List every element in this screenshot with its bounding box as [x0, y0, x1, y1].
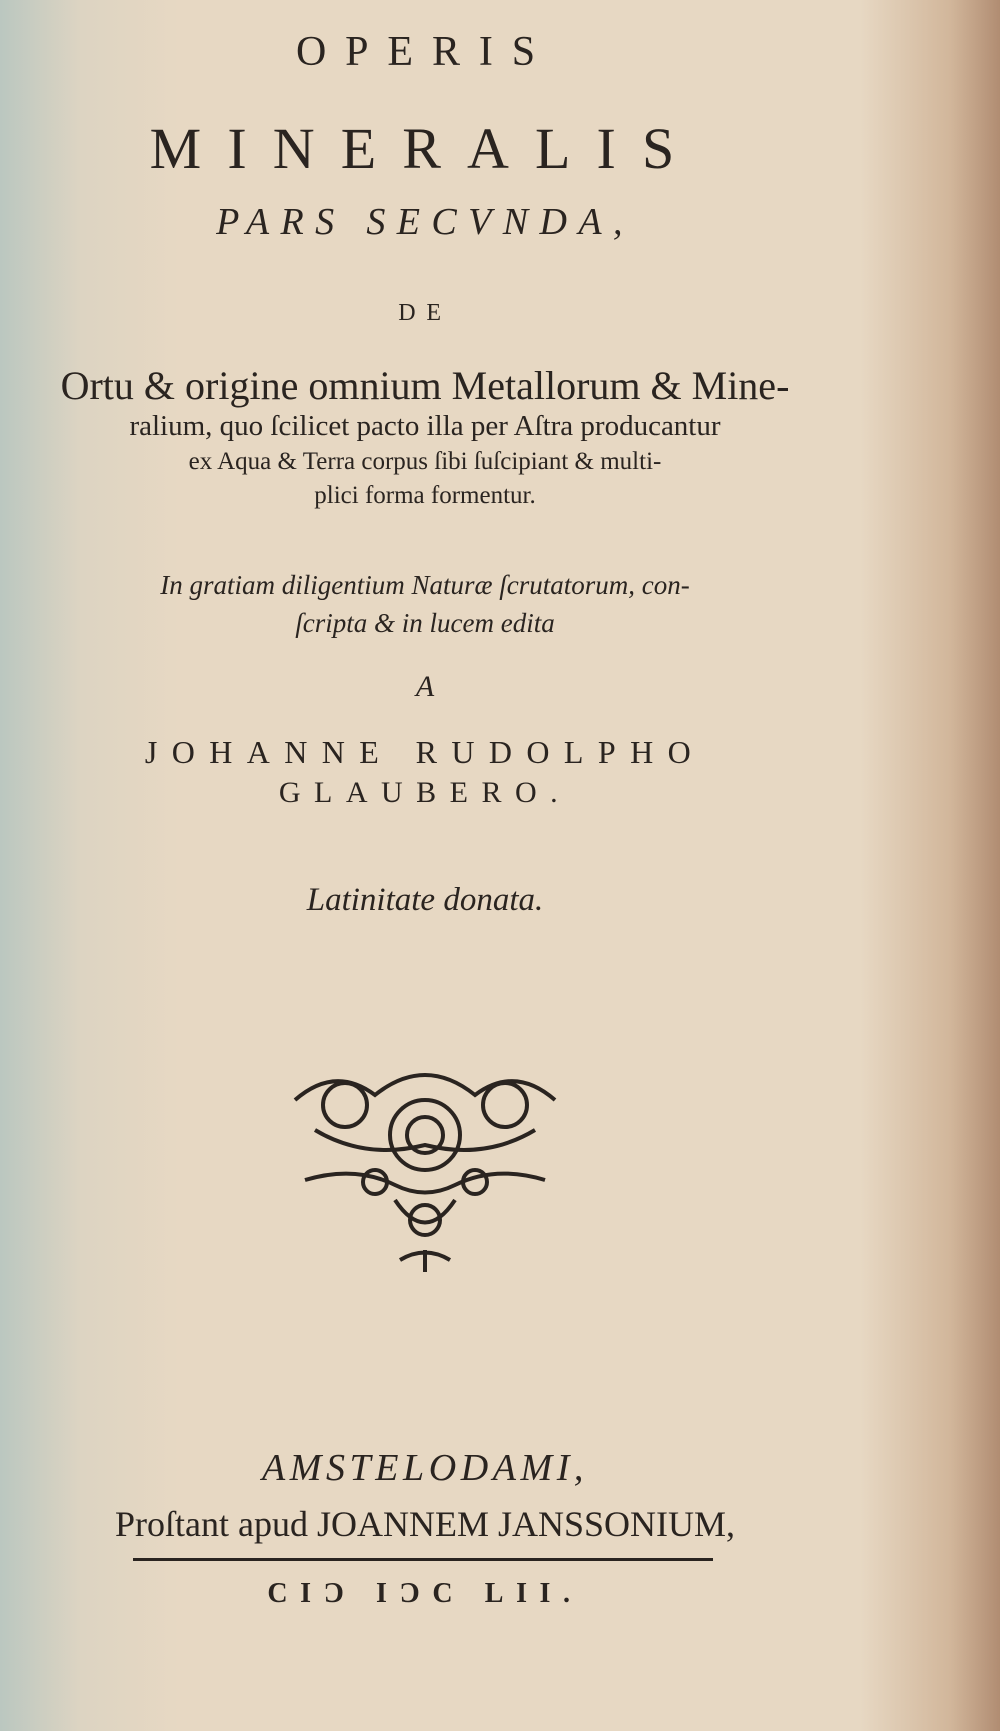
title-mineralis: MINERALIS — [149, 116, 701, 181]
dedication-line-1: In gratiam diligentium Naturæ ſcrutatorum, con- — [160, 570, 690, 600]
printers-ornament — [275, 1060, 575, 1275]
author-prefix: A — [415, 670, 435, 703]
imprint-publisher: Proſtant apud JOANNEM JANSSONIUM, — [114, 1504, 735, 1544]
author-name-line-1: JOHANNE RUDOLPHO — [144, 734, 706, 770]
imprint-year: CIƆ IƆC LII. — [267, 1578, 583, 1609]
subtitle-line-3: ex Aqua & Terra corpus ſibi ſuſcipiant & multi- — [188, 448, 662, 475]
title-pars-secunda: PARS SECVNDA, — [216, 201, 634, 243]
title-operis: OPERIS — [295, 29, 555, 75]
imprint-rule — [133, 1558, 713, 1561]
author-name-line-2: GLAUBERO. — [278, 776, 572, 809]
dedication-line-2: ſcripta & in lucem edita — [295, 608, 555, 638]
title-de: DE — [398, 300, 452, 326]
imprint-city: AMSTELODAMI, — [262, 1447, 588, 1489]
translation-note: Latinitate donata. — [306, 882, 544, 918]
subtitle-line-1: Ortu & origine omnium Metallorum & Mine- — [60, 363, 790, 408]
subtitle-line-4: plici forma formentur. — [314, 482, 536, 509]
subtitle-line-2: ralium, quo ſcilicet pacto illa per Aſtra producantur — [129, 410, 721, 442]
